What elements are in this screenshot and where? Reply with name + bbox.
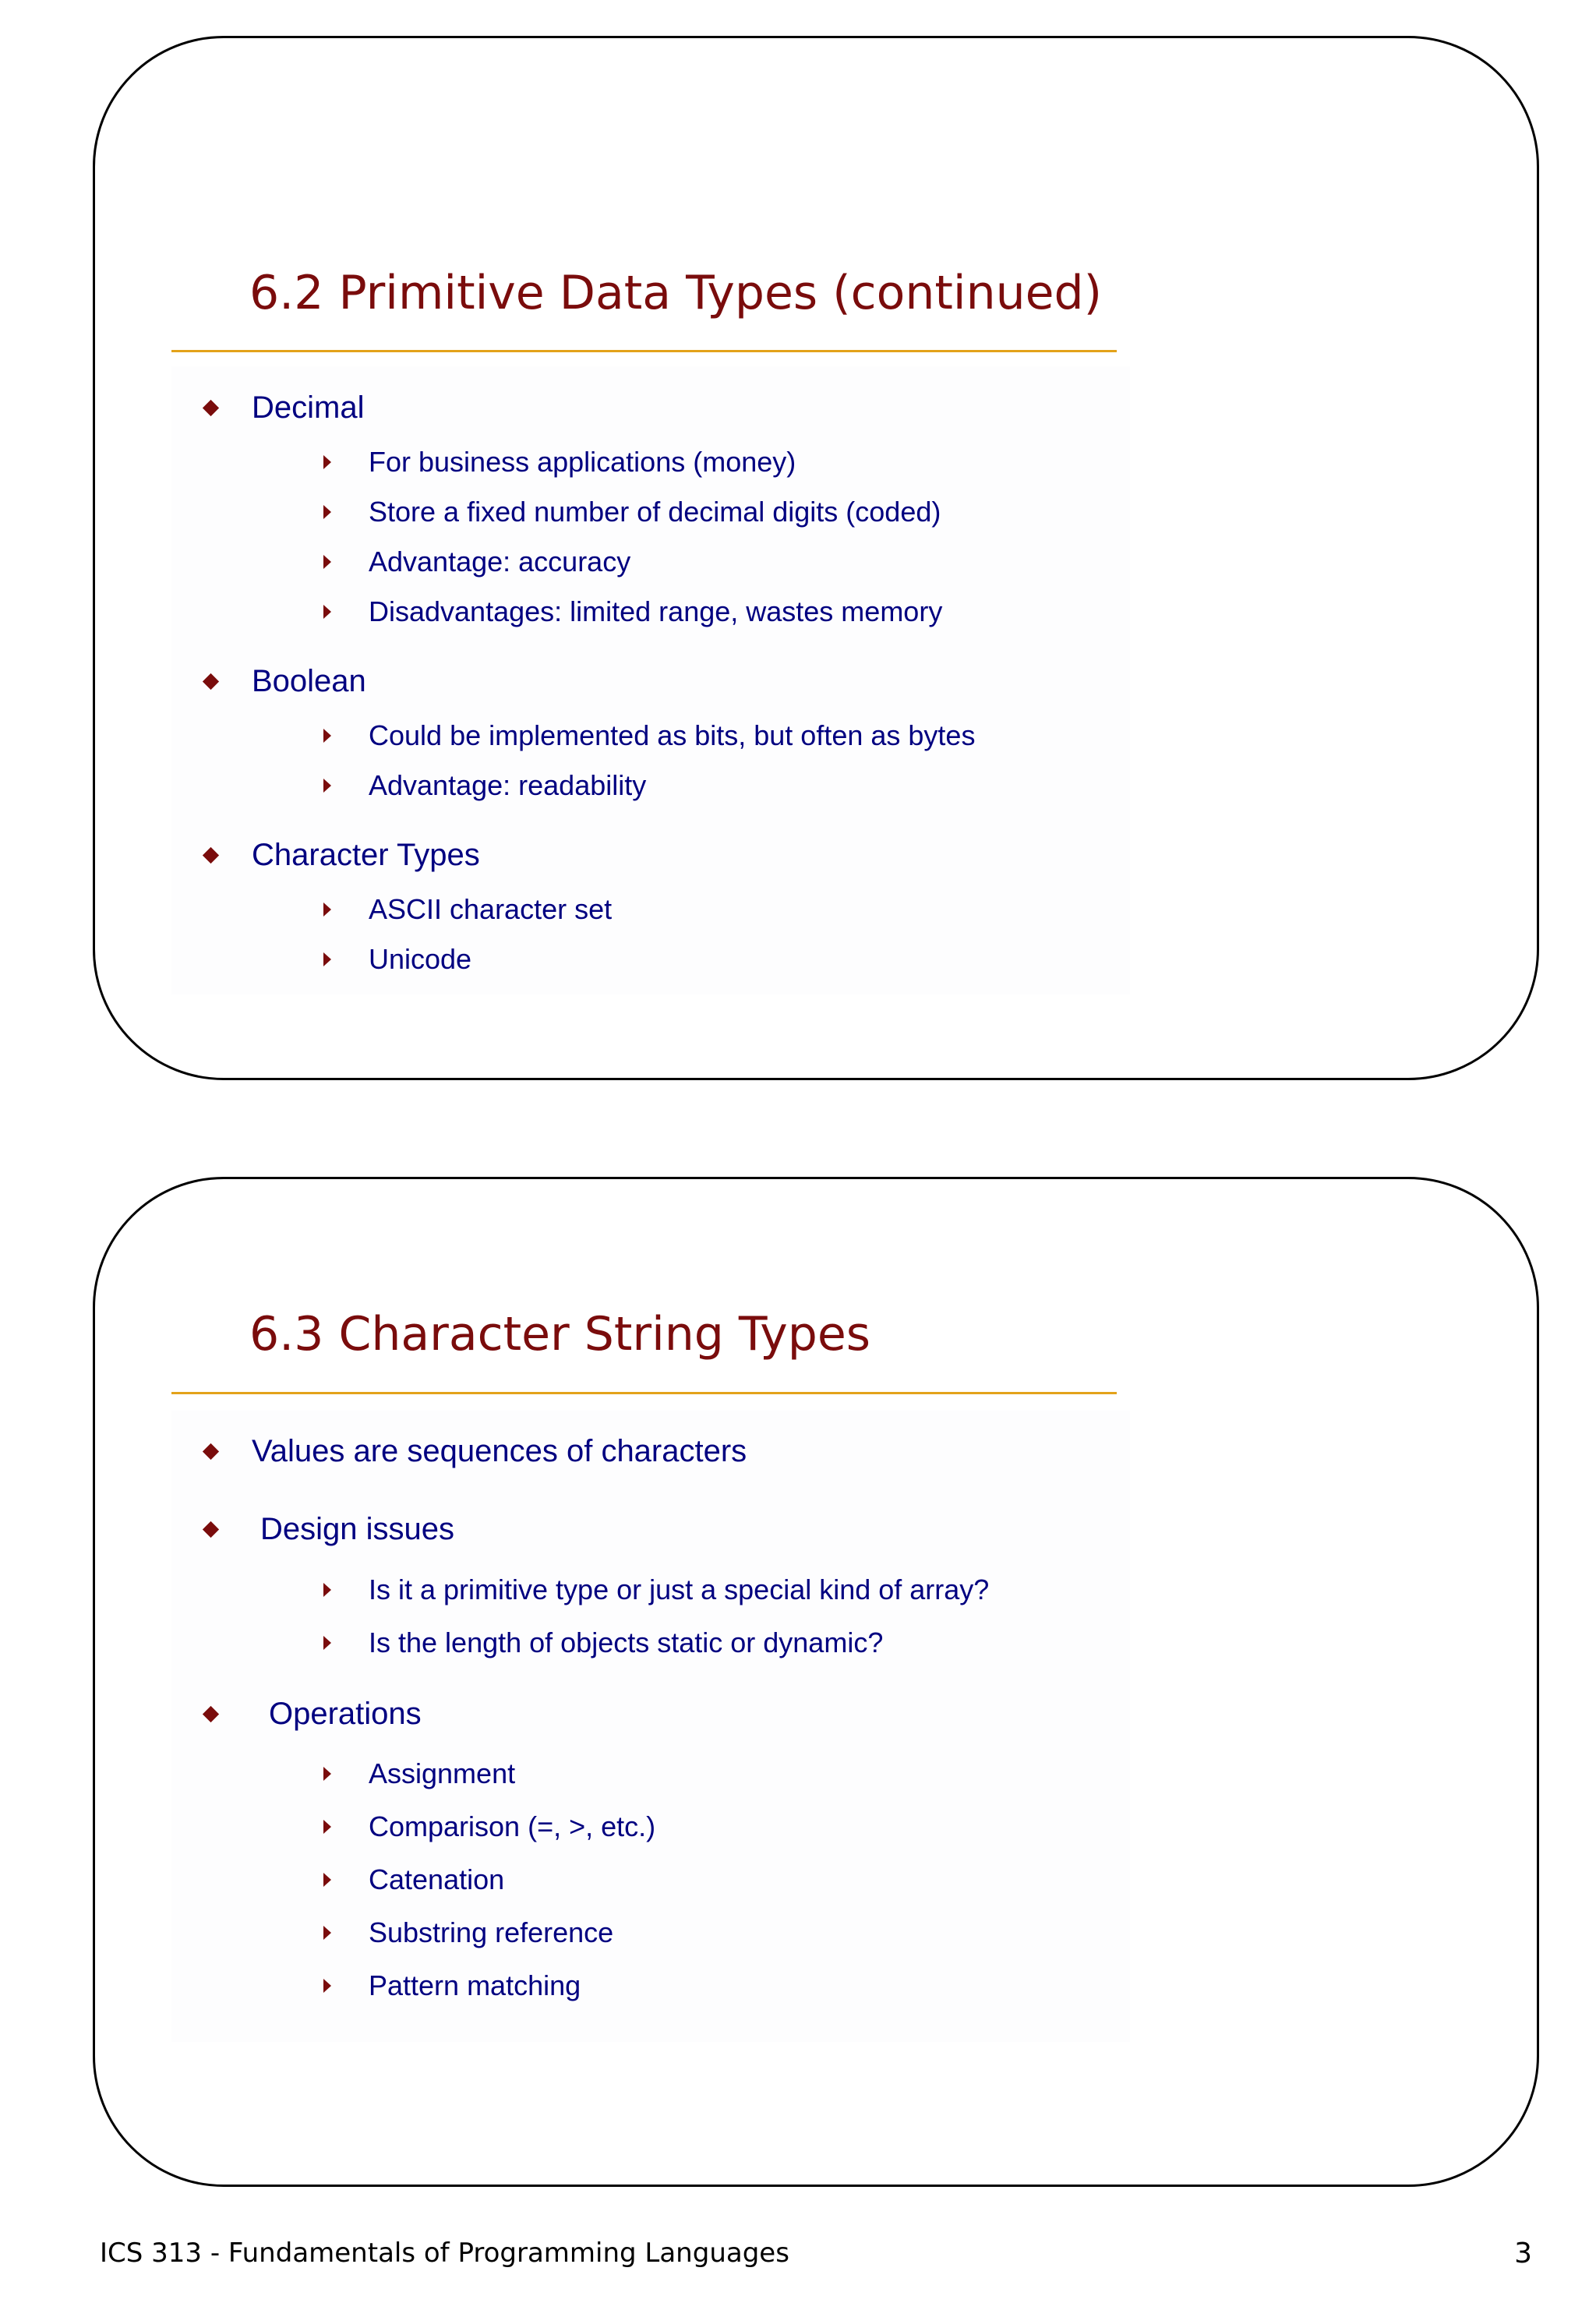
arrow-bullet-icon [323, 555, 331, 569]
bullet-character-types [252, 839, 480, 871]
bullet-operations [269, 1698, 422, 1729]
sub-item-label: Unicode [369, 943, 472, 975]
sub-item-label: Is the length of objects static or dynamic? [369, 1627, 884, 1658]
bullet-label: Decimal [252, 390, 365, 425]
bullet-boolean [252, 666, 366, 697]
sub-item-label: Could be implemented as bits, but often as bytes [369, 719, 976, 751]
arrow-bullet-icon [323, 605, 331, 619]
slide-6-2-title-rule [171, 350, 1117, 352]
sub-item-label: For business applications (money) [369, 446, 796, 478]
bullet-label: Character Types [252, 838, 480, 872]
sub-item [369, 448, 796, 476]
sub-item-label: Catenation [369, 1863, 505, 1895]
arrow-bullet-icon [323, 1926, 331, 1940]
sub-item [369, 769, 647, 801]
sub-item [369, 1576, 989, 1604]
sub-item [369, 1916, 614, 1948]
arrow-bullet-icon [323, 952, 331, 966]
sub-item [369, 595, 943, 627]
bullet-label: Operations [269, 1697, 422, 1731]
slide-6-2-title: 6.2 Primitive Data Types (continued) [249, 266, 1103, 320]
arrow-bullet-icon [323, 1767, 331, 1781]
bullet-design-issues [260, 1514, 454, 1545]
arrow-bullet-icon [323, 1583, 331, 1597]
sub-item [369, 1969, 581, 2001]
arrow-bullet-icon [323, 1873, 331, 1887]
sub-item [369, 498, 941, 526]
arrow-bullet-icon [323, 1820, 331, 1834]
sub-item-label: Pattern matching [369, 1969, 581, 2001]
sub-item [369, 1863, 505, 1895]
slide-6-3-title-rule [171, 1392, 1117, 1394]
bullet-label: Values are sequences of characters [252, 1434, 747, 1468]
bullet-label: Design issues [260, 1512, 455, 1546]
sub-item [369, 945, 471, 973]
sub-item-label: Advantage: accuracy [369, 546, 631, 578]
bullet-decimal [252, 392, 364, 423]
bullet-values [252, 1436, 747, 1467]
bullet-label: Boolean [252, 664, 366, 698]
footer-course-title: ICS 313 - Fundamentals of Programming Languages [100, 2238, 789, 2269]
sub-item-label: Store a fixed number of decimal digits (coded) [369, 496, 941, 528]
sub-item [369, 1757, 516, 1789]
sub-item-label: Advantage: readability [369, 769, 647, 801]
arrow-bullet-icon [323, 779, 331, 793]
sub-item-label: Assignment [369, 1757, 516, 1789]
slide-6-3-title: 6.3 Character String Types [249, 1307, 870, 1362]
sub-item-label: Substring reference [369, 1916, 614, 1948]
sub-item [369, 548, 630, 576]
arrow-bullet-icon [323, 505, 331, 519]
sub-item-label: Is it a primitive type or just a special kind of array? [369, 1574, 990, 1605]
sub-item-label: Comparison (=, >, etc.) [369, 1810, 656, 1842]
sub-item [369, 719, 976, 751]
arrow-bullet-icon [323, 902, 331, 917]
sub-item-label: ASCII character set [369, 893, 613, 925]
sub-item-label: Disadvantages: limited range, wastes memory [369, 595, 943, 627]
sub-item [369, 895, 612, 924]
sub-item [369, 1810, 656, 1842]
arrow-bullet-icon [323, 729, 331, 743]
page-number: 3 [1514, 2238, 1532, 2269]
arrow-bullet-icon [323, 1979, 331, 1993]
arrow-bullet-icon [323, 1636, 331, 1650]
arrow-bullet-icon [323, 455, 331, 469]
sub-item [369, 1629, 883, 1657]
